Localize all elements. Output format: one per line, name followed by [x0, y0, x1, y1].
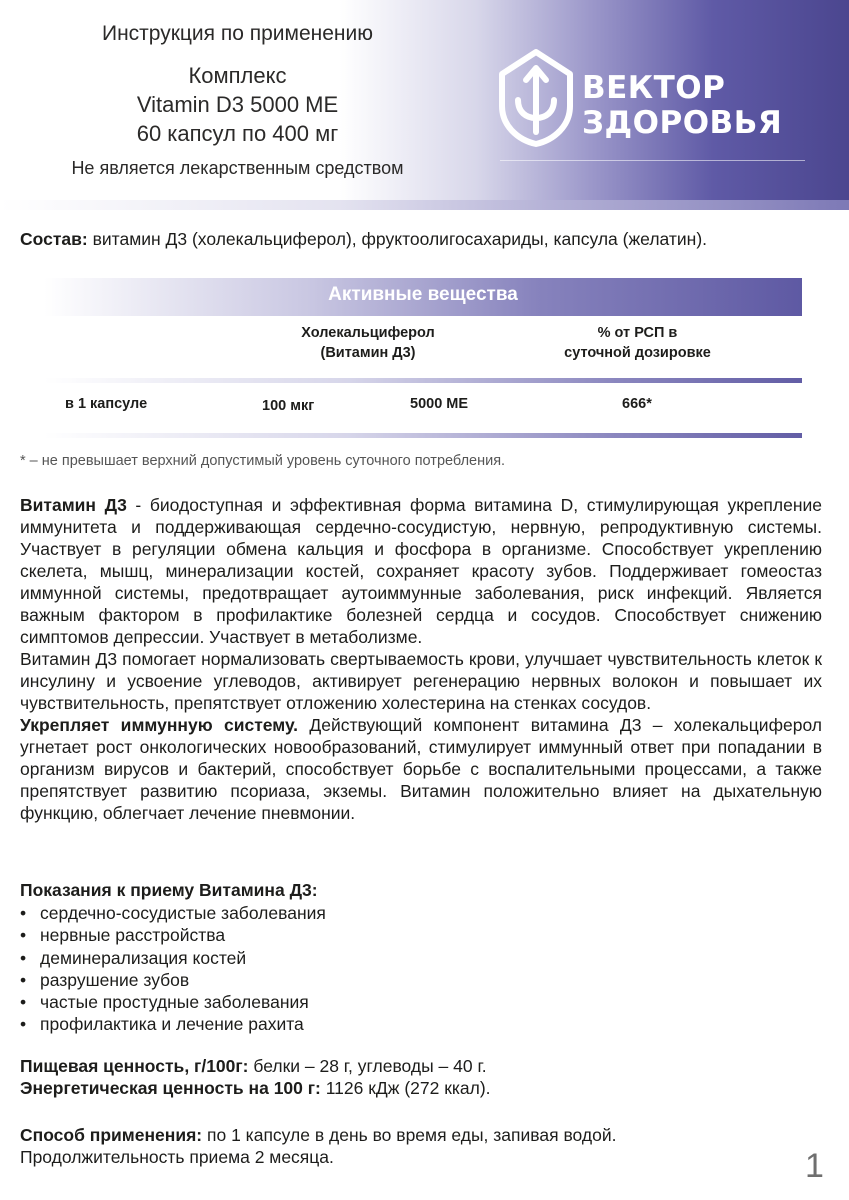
brand-logo-icon: [496, 48, 576, 148]
table-bottom-line: [44, 433, 802, 438]
list-item: • частые простудные заболевания: [20, 991, 326, 1013]
usage-instructions: [20, 1124, 822, 1168]
composition: [20, 229, 707, 250]
brand-name-line1: ВЕКТОР: [582, 70, 726, 106]
composition-label: Состав:: [20, 229, 88, 249]
column-header-percent: % от РСП в суточной дозировке: [564, 325, 711, 361]
list-item: • разрушение зубов: [20, 969, 326, 991]
list-item: • нервные расстройства: [20, 924, 326, 946]
brand-rule: [500, 160, 805, 161]
usage-label: Способ применения:: [20, 1125, 203, 1145]
product-dosage: Vitamin D3 5000 МЕ: [136, 92, 339, 117]
list-item: • деминерализация костей: [20, 947, 326, 969]
nutrition-value: Пищевая ценность, г/100г: белки – 28 г, углеводы – 40 г.: [20, 1056, 487, 1076]
product-pack: 60 капсул по 400 мг: [136, 121, 339, 146]
table-divider: [44, 378, 802, 383]
immune-title: Укрепляет иммунную систему.: [20, 715, 299, 735]
column-header-cholecalciferol: Холекальциферол (Витамин Д3): [301, 325, 435, 361]
active-substances-title: Активные вещества: [328, 284, 518, 305]
list-item: • профилактика и лечение рахита: [20, 1013, 326, 1035]
immune-text: Действующий компонент витамина Д3 – холекальциферол угнетает рост онкологических новообразований, стимулирует иммунный ответ при попадании в организм вирусов и бактерий, способствует борьбе с воспалительными процессами, а также препятствует развитию псориаза, экземы. Витамин положительно влияет на дыхательную функцию, облегчает лечение пневмонии.: [20, 715, 823, 823]
page-number: 1: [805, 1147, 824, 1185]
header-divider: [0, 200, 849, 210]
composition-text: витамин Д3 (холекальциферол), фруктоолигосахариды, капсула (желатин).: [87, 229, 708, 249]
product-name: Комплекс: [188, 63, 287, 88]
immune-paragraph: [20, 714, 822, 824]
table-cell-mass: 100 мкг: [262, 398, 315, 414]
usage-duration: Продолжительность приема 2 месяца.: [20, 1147, 334, 1167]
table-row-label: в 1 капсуле: [65, 396, 148, 412]
indications-list: [20, 902, 326, 1036]
indications-title: Показания к приему Витамина Д3:: [20, 880, 318, 900]
vitamin-paragraph-1: - биодоступная и эффективная форма витамина D, стимулирующая укрепление иммунитета и поддерживающая сердечно-сосудистую, нервную, репродуктивную системы. Участвует в регуляции обмена кальция и фосфора в организме. Способствует укреплению скелета, мышц, минерализации костей, сохраняет красоту зубов. Поддерживает гомеостаз иммунной системы, предотвращает аутоиммунные заболевания, риск инфекций. Является важным фактором в профилактике болезней сердца и сосудов. Способствует снижению симптомов депрессии. Участвует в метаболизме.: [20, 495, 822, 647]
vitamin-paragraph-2: Витамин Д3 помогает нормализовать свертываемость крови, улучшает чувствительность клеток к инсулину и усвоение углеводов, активирует регенерацию нервных волокон и повышает их чувствительность, препятствует отложению холестерина на стенках сосудов.: [20, 649, 822, 713]
vitamin-description: [20, 494, 822, 824]
brand-name-line2: ЗДОРОВЬЯ: [582, 105, 783, 141]
table-cell-percent: 666*: [622, 396, 652, 412]
instruction-title: Инструкция по применению: [101, 22, 374, 45]
list-item: • сердечно-сосудистые заболевания: [20, 902, 326, 924]
disclaimer: Не является лекарственным средством: [71, 158, 404, 178]
energy-value: Энергетическая ценность на 100 г: 1126 кДж (272 ккал).: [20, 1078, 491, 1098]
footnote: * – не превышает верхний допустимый уровень суточного потребления.: [20, 453, 506, 469]
table-cell-units: 5000 МЕ: [410, 396, 469, 412]
usage-text: по 1 капсуле в день во время еды, запивая водой.: [202, 1125, 617, 1145]
vitamin-title: Витамин Д3: [20, 495, 127, 515]
